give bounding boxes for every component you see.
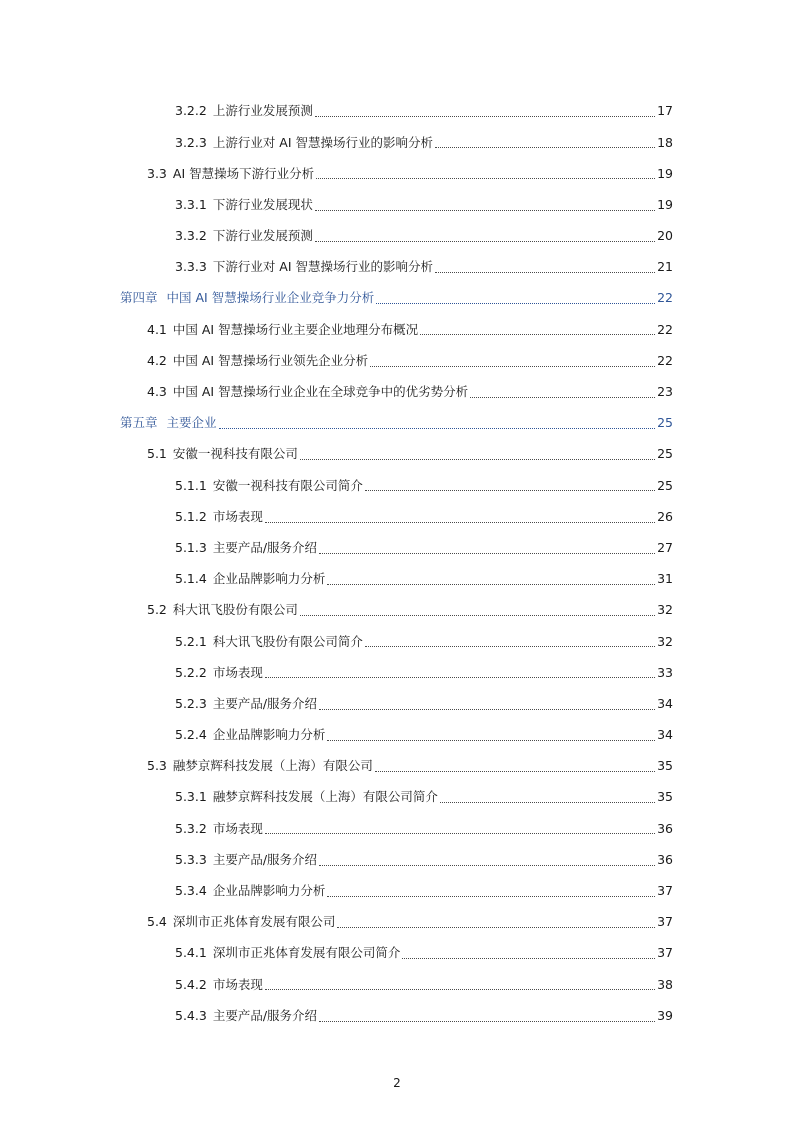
toc-subsection-entry[interactable]	[0, 190, 794, 221]
toc-entry-title: 企业品牌影响力分析	[212, 571, 326, 587]
toc-entry-page: 18	[657, 134, 673, 150]
toc-dot-leader	[376, 302, 655, 304]
toc-dot-leader	[365, 489, 655, 491]
toc-entry-title: 下游行业发展预测	[212, 228, 313, 244]
toc-entry-number: 5.2.2	[175, 664, 207, 680]
toc-dot-leader	[337, 926, 655, 928]
page-number: 2	[393, 1076, 401, 1090]
toc-entry-page: 19	[657, 165, 673, 181]
toc-subsection-entry[interactable]	[0, 782, 794, 813]
toc-entry-number: 4.2	[147, 352, 167, 368]
toc-entry-page: 34	[657, 727, 673, 743]
toc-subsection-entry[interactable]	[0, 813, 794, 844]
toc-dot-leader	[420, 333, 655, 335]
toc-entry-page: 36	[657, 851, 673, 867]
toc-entry-number: 5.4.3	[175, 1007, 207, 1023]
toc-entry-page: 34	[657, 695, 673, 711]
toc-dot-leader	[315, 240, 655, 242]
toc-entry-title: 深圳市正兆体育发展有限公司简介	[212, 945, 401, 961]
toc-entry-page: 25	[657, 446, 673, 462]
toc-section-entry[interactable]	[0, 595, 794, 626]
toc-subsection-entry[interactable]	[0, 564, 794, 595]
toc-entry-title: 融梦京辉科技发展（上海）有限公司简介	[212, 789, 438, 805]
toc-entry-title: 企业品牌影响力分析	[212, 883, 326, 899]
toc-entry-page: 35	[657, 758, 673, 774]
toc-entry-number: 3.3.1	[175, 196, 207, 212]
toc-entry-number: 5.1	[147, 446, 167, 462]
toc-entry-title: 科大讯飞股份有限公司	[172, 602, 298, 618]
toc-entry-title: 主要产品/服务介绍	[212, 695, 318, 711]
toc-subsection-entry[interactable]	[0, 1000, 794, 1031]
toc-chapter-entry[interactable]	[0, 283, 794, 314]
toc-entry-page: 21	[657, 259, 673, 275]
toc-entry-page: 36	[657, 820, 673, 836]
toc-entry-number: 5.1.3	[175, 539, 207, 555]
toc-section-entry[interactable]	[0, 377, 794, 408]
toc-entry-page: 38	[657, 976, 673, 992]
toc-entry-number: 5.4.2	[175, 976, 207, 992]
toc-dot-leader	[435, 146, 655, 148]
toc-entry-title: 中国 AI 智慧操场行业企业竞争力分析	[166, 290, 375, 306]
toc-section-entry[interactable]	[0, 907, 794, 938]
toc-dot-leader	[315, 209, 655, 211]
toc-section-entry[interactable]	[0, 751, 794, 782]
toc-entry-number: 3.2.2	[175, 103, 207, 119]
toc-entry-number: 5.4.1	[175, 945, 207, 961]
toc-subsection-entry[interactable]	[0, 470, 794, 501]
toc-entry-title: 主要产品/服务介绍	[212, 539, 318, 555]
toc-entry-number: 5.2.3	[175, 695, 207, 711]
toc-dot-leader	[300, 614, 655, 616]
toc-entry-number: 5.2.4	[175, 727, 207, 743]
toc-dot-leader	[370, 365, 655, 367]
toc-entry-title: 下游行业对 AI 智慧操场行业的影响分析	[212, 259, 433, 275]
toc-subsection-entry[interactable]	[0, 969, 794, 1000]
table-of-contents	[0, 96, 794, 1032]
toc-entry-page: 27	[657, 539, 673, 555]
toc-subsection-entry[interactable]	[0, 720, 794, 751]
toc-dot-leader	[319, 552, 655, 554]
toc-subsection-entry[interactable]	[0, 876, 794, 907]
toc-entry-title: 主要产品/服务介绍	[212, 851, 318, 867]
toc-entry-number: 3.3	[147, 165, 167, 181]
toc-entry-title: 科大讯飞股份有限公司简介	[212, 633, 363, 649]
toc-subsection-entry[interactable]	[0, 938, 794, 969]
toc-entry-number: 5.3.2	[175, 820, 207, 836]
toc-entry-title: 上游行业发展预测	[212, 103, 313, 119]
toc-subsection-entry[interactable]	[0, 845, 794, 876]
toc-dot-leader	[375, 770, 655, 772]
toc-entry-number: 5.2.1	[175, 633, 207, 649]
toc-entry-number: 3.3.3	[175, 259, 207, 275]
toc-entry-number: 第五章	[120, 415, 158, 431]
toc-entry-title: 中国 AI 智慧操场行业领先企业分析	[172, 352, 369, 368]
toc-subsection-entry[interactable]	[0, 127, 794, 158]
toc-dot-leader	[315, 115, 655, 117]
toc-dot-leader	[319, 1020, 655, 1022]
toc-entry-number: 5.1.1	[175, 477, 207, 493]
toc-entry-number: 5.4	[147, 914, 167, 930]
toc-entry-number: 5.1.4	[175, 571, 207, 587]
toc-entry-number: 4.1	[147, 321, 167, 337]
toc-dot-leader	[327, 895, 655, 897]
toc-subsection-entry[interactable]	[0, 221, 794, 252]
toc-subsection-entry[interactable]	[0, 689, 794, 720]
toc-entry-title: 市场表现	[212, 820, 263, 836]
toc-dot-leader	[316, 177, 655, 179]
toc-dot-leader	[402, 957, 655, 959]
toc-entry-number: 5.3.4	[175, 883, 207, 899]
toc-section-entry[interactable]	[0, 346, 794, 377]
toc-subsection-entry[interactable]	[0, 657, 794, 688]
toc-entry-page: 26	[657, 508, 673, 524]
toc-entry-page: 22	[657, 290, 673, 306]
toc-entry-title: 上游行业对 AI 智慧操场行业的影响分析	[212, 134, 433, 150]
toc-dot-leader	[300, 458, 655, 460]
toc-entry-page: 35	[657, 789, 673, 805]
toc-entry-title: 主要企业	[166, 415, 217, 431]
toc-entry-title: 安徽一视科技有限公司	[172, 446, 298, 462]
toc-entry-number: 5.1.2	[175, 508, 207, 524]
toc-entry-title: 中国 AI 智慧操场行业主要企业地理分布概况	[172, 321, 419, 337]
toc-entry-title: 深圳市正兆体育发展有限公司	[172, 914, 336, 930]
toc-entry-number: 5.3	[147, 758, 167, 774]
toc-entry-number: 5.3.1	[175, 789, 207, 805]
toc-entry-title: 下游行业发展现状	[212, 196, 313, 212]
toc-entry-title: 主要产品/服务介绍	[212, 1007, 318, 1023]
toc-subsection-entry[interactable]	[0, 501, 794, 532]
toc-entry-page: 19	[657, 196, 673, 212]
toc-entry-title: 市场表现	[212, 508, 263, 524]
toc-section-entry[interactable]	[0, 158, 794, 189]
toc-subsection-entry[interactable]	[0, 96, 794, 127]
toc-entry-number: 4.3	[147, 384, 167, 400]
toc-subsection-entry[interactable]	[0, 533, 794, 564]
toc-entry-page: 32	[657, 633, 673, 649]
toc-subsection-entry[interactable]	[0, 626, 794, 657]
toc-entry-number: 3.2.3	[175, 134, 207, 150]
toc-dot-leader	[265, 988, 655, 990]
toc-entry-title: 企业品牌影响力分析	[212, 727, 326, 743]
toc-dot-leader	[265, 676, 655, 678]
toc-chapter-entry[interactable]	[0, 408, 794, 439]
toc-entry-page: 22	[657, 321, 673, 337]
toc-entry-page: 25	[657, 477, 673, 493]
toc-entry-title: 市场表现	[212, 976, 263, 992]
toc-entry-number: 第四章	[120, 290, 158, 306]
toc-entry-page: 17	[657, 103, 673, 119]
toc-dot-leader	[435, 271, 655, 273]
toc-entry-page: 31	[657, 571, 673, 587]
toc-dot-leader	[327, 583, 655, 585]
toc-entry-title: 市场表现	[212, 664, 263, 680]
toc-entry-number: 5.3.3	[175, 851, 207, 867]
toc-section-entry[interactable]	[0, 439, 794, 470]
toc-dot-leader	[327, 739, 655, 741]
toc-entry-page: 25	[657, 415, 673, 431]
toc-entry-page: 37	[657, 914, 673, 930]
toc-entry-number: 3.3.2	[175, 228, 207, 244]
toc-entry-title: 中国 AI 智慧操场行业企业在全球竞争中的优劣势分析	[172, 384, 469, 400]
toc-dot-leader	[265, 521, 655, 523]
toc-dot-leader	[265, 832, 655, 834]
toc-subsection-entry[interactable]	[0, 252, 794, 283]
toc-entry-page: 37	[657, 945, 673, 961]
toc-entry-page: 32	[657, 602, 673, 618]
toc-entry-page: 33	[657, 664, 673, 680]
toc-entry-number: 5.2	[147, 602, 167, 618]
toc-entry-page: 37	[657, 883, 673, 899]
toc-entry-page: 39	[657, 1007, 673, 1023]
toc-dot-leader	[440, 801, 655, 803]
toc-dot-leader	[365, 645, 655, 647]
toc-entry-page: 20	[657, 228, 673, 244]
toc-section-entry[interactable]	[0, 314, 794, 345]
toc-entry-title: 安徽一视科技有限公司简介	[212, 477, 363, 493]
toc-entry-title: 融梦京辉科技发展（上海）有限公司	[172, 758, 373, 774]
toc-entry-page: 23	[657, 384, 673, 400]
toc-dot-leader	[319, 708, 655, 710]
toc-dot-leader	[219, 427, 656, 429]
toc-dot-leader	[319, 864, 655, 866]
toc-dot-leader	[470, 396, 655, 398]
toc-entry-page: 22	[657, 352, 673, 368]
toc-entry-title: AI 智慧操场下游行业分析	[172, 165, 315, 181]
